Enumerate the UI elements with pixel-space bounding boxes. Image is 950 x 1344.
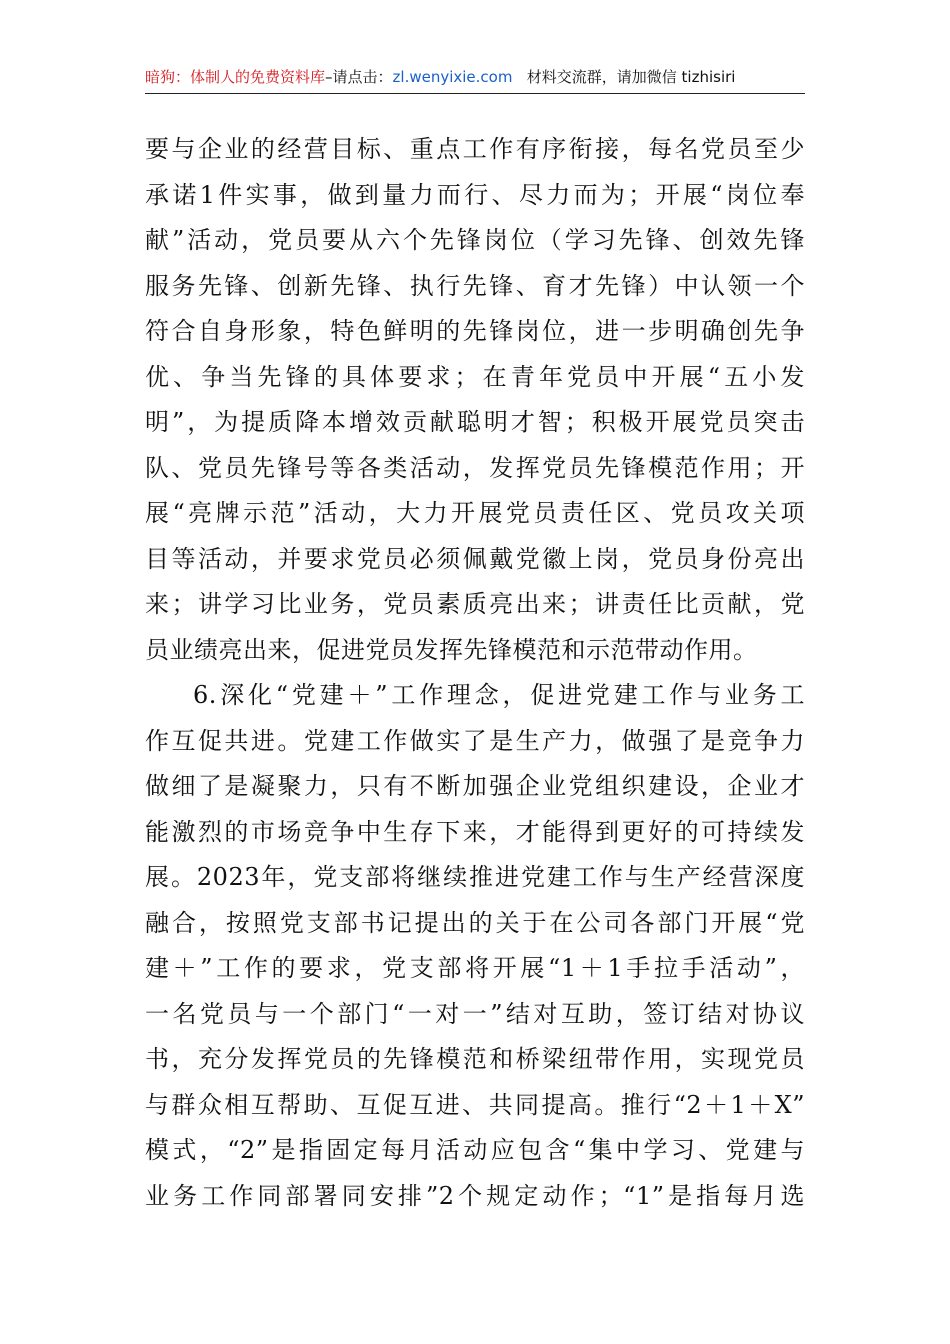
- page-header: [145, 66, 805, 88]
- text-line: 书，充分发挥党员的先锋模范和桥梁纽带作用，实现党员: [145, 1045, 805, 1073]
- text-line: 承诺1件实事，做到量力而行、尽力而为；开展“岗位奉: [145, 180, 805, 209]
- text-line: 融合，按照党支部书记提出的关于在公司各部门开展“党: [145, 908, 805, 937]
- site-label: 暗狗：体制人的免费资料库: [145, 68, 326, 86]
- header-divider: [145, 93, 805, 94]
- text-line: 做细了是凝聚力，只有不断加强企业党组织建设，企业才: [145, 772, 805, 800]
- text-line: 业务工作同部署同安排”2个规定动作；“1”是指每月选: [145, 1181, 805, 1210]
- text-line: 展“亮牌示范”活动，大力开展党员责任区、党员攻关项: [145, 499, 805, 527]
- text-line: 要与企业的经营目标、重点工作有序衔接，每名党员至少: [145, 135, 805, 163]
- text-line: 一名党员与一个部门“一对一”结对互助，签订结对协议: [145, 999, 805, 1028]
- text-line: 献”活动，党员要从六个先锋岗位（学习先锋、创效先锋: [145, 226, 805, 254]
- text-line: 优、争当先锋的具体要求；在青年党员中开展“五小发: [145, 362, 805, 391]
- wechat-note: 材料交流群，请加微信 tizhisiri: [526, 68, 736, 86]
- text-line: 明”，为提质降本增效贡献聪明才智；积极开展党员突击: [145, 408, 805, 436]
- text-line: 服务先锋、创新先锋、执行先锋、育才先锋）中认领一个: [145, 271, 805, 300]
- click-prefix: –请点击：: [325, 68, 393, 86]
- text-line: 展。2023年，党支部将继续推进党建工作与生产经营深度: [145, 863, 805, 891]
- document-body: [145, 127, 805, 1219]
- text-line: 目等活动，并要求党员必须佩戴党徽上岗，党员身份亮出: [145, 544, 805, 573]
- section-heading-line: 6.深化“党建＋”工作理念，促进党建工作与业务工: [193, 681, 805, 709]
- text-line: 建＋”工作的要求，党支部将开展“1＋1手拉手活动”，: [145, 954, 805, 982]
- text-line: 来；讲学习比业务，党员素质亮出来；讲责任比贡献，党: [145, 590, 805, 618]
- text-line: 作互促共进。党建工作做实了是生产力，做强了是竞争力: [145, 726, 805, 755]
- text-line: 员业绩亮出来，促进党员发挥先锋模范和示范带动作用。: [145, 635, 758, 664]
- text-line: 队、党员先锋号等各类活动，发挥党员先锋模范作用；开: [145, 453, 805, 482]
- site-url-link[interactable]: zl.wenyixie.com: [392, 68, 513, 86]
- text-line: 符合自身形象，特色鲜明的先锋岗位，进一步明确创先争: [145, 317, 805, 345]
- text-line: 能激烈的市场竞争中生存下来，才能得到更好的可持续发: [145, 817, 805, 846]
- text-line: 与群众相互帮助、互促互进、共同提高。推行“2＋1＋X”: [145, 1090, 805, 1119]
- text-line: 模式，“2”是指固定每月活动应包含“集中学习、党建与: [145, 1136, 805, 1164]
